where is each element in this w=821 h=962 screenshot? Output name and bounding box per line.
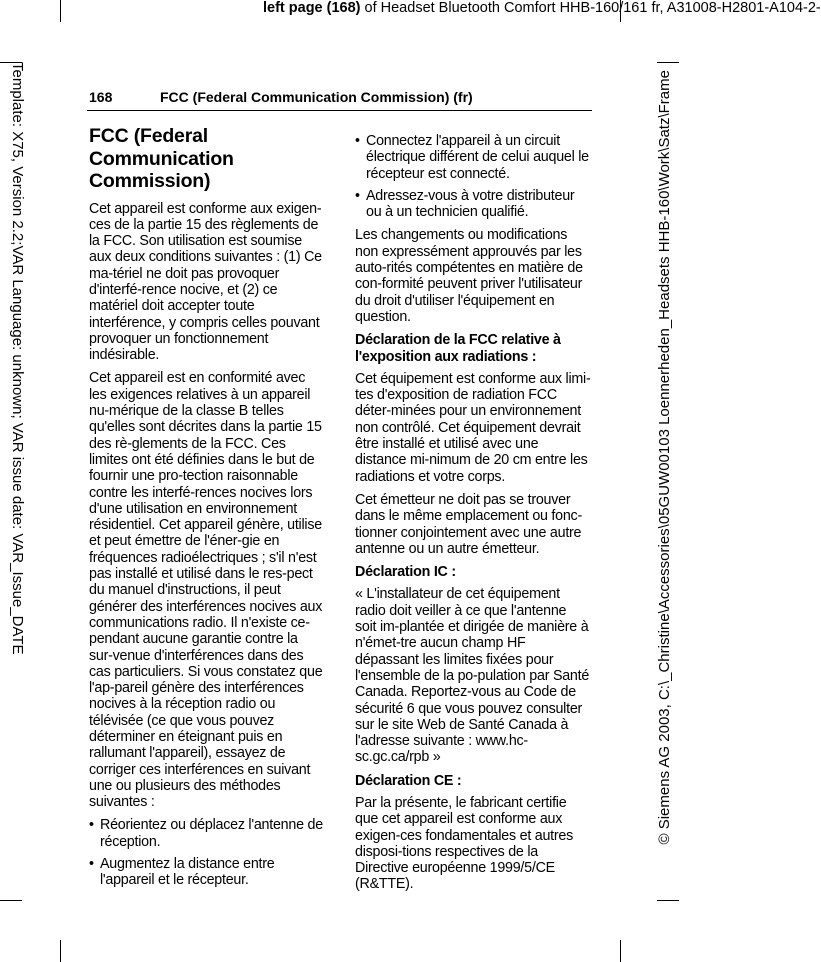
print-header-page: left page (168) — [263, 0, 361, 16]
heading-ic: Déclaration IC : — [355, 564, 456, 581]
heading-radiation: Déclaration de la FCC relative à l'exposition aux radiations : — [355, 332, 561, 365]
list-item: • Réorientez ou déplacez l'antenne de réception. — [89, 817, 323, 850]
list-item: • Adressez-vous à votre distributeur ou à un technicien qualifié. — [355, 188, 591, 221]
paragraph-class-b: Cet appareil est en conformité avec les exigences relatives à un appareil nu-mérique de la classe B telles qu'elles sont décrites dans la partie 15 des rè-glements de la FCC. Ces limites ont été définies dans le but de fournir une pro-tection raisonnable contre les interfé-rences nocives lors d'une utilisation en environnement résidentiel. Cet appareil génère, utilise et peut émettre de l'éner-gie en fréquences radioélectriques ; s'il n'est pas installé et utilisé dans le res-pect du manuel d'instructions, il peut générer des interférences nocives aux communications radio. Il n'existe ce-pendant aucune garantie contre la sur-venue d'interférences dans des cas particuliers. Si vous constatez que l'ap-pareil génère des interférences nocives à la réception radio ou télévisée (ce que vous pouvez déterminer en éteignant puis en rallumant l'appareil), essayez de corriger ces interférences en suivant une ou plusieurs des méthodes suivantes : — [89, 370, 323, 811]
paragraph-conformity: Cet appareil est conforme aux exigen-ces de la partie 15 des règlements de la FCC. Son utilisation est soumise aux deux conditions suivantes : (1) Ce ma-tériel ne doit pas provoquer d'interfé-rence nocive, et (2) ce matériel doit accepter toute interférence, y compris celles pouvant provoquer un fonctionnement indésirable. — [89, 200, 322, 364]
crop-mark — [657, 62, 679, 63]
template-info-text: Template: X75, Version 2.2;VAR Language: unknown; VAR issue date: VAR_Issue_DATE — [9, 62, 26, 655]
crop-mark — [60, 940, 61, 962]
paragraph-radiation-limits: Cet équipement est conforme aux limi-tes d'exposition de radiation FCC déter-minées pour un environnement non contrôlé. Cet équipement devrait être installé et utilisé avec une distance mi-nimum de 20 cm entre les radiations et votre corps. — [355, 370, 591, 485]
crop-mark — [0, 900, 22, 901]
copyright-text: © Siemens AG 2003, C:\_Christine\Accessories\05GUW00103 Loennerheden_Headsets HHB-160\Work\Satz\Frame — [656, 70, 673, 845]
template-info-vertical — [8, 62, 26, 702]
paragraph-ce: Par la présente, le fabricant certifie que cet appareil est conforme aux exigen-ces fondamentales et autres disposi-tions respectives de la Directive européenne 1999/5/CE (R&TTE). — [355, 794, 574, 893]
paragraph-ic: « L'installateur de cet équipement radio doit veiller à ce que l'antenne soit im-plantée et dirigée de manière à n'émet-tre aucun champ HF dépassant les limites fixées pour l'ensemble de la po-pulation par Santé Canada. Reportez-vous au Code de sécurité 6 que vous pouvez consulter sur le site Web de Santé Canada à l'adresse suivante : www.hc-sc.gc.ca/rpb » — [355, 586, 590, 766]
copyright-vertical — [656, 70, 674, 860]
right-column — [355, 133, 591, 900]
paragraph-emitter: Cet émetteur ne doit pas se trouver dans le même emplacement ou fonc-tionner conjointement avec une autre antenne ou un autre émetteur. — [355, 491, 582, 557]
list-item: • Augmentez la distance entre l'appareil et le récepteur. — [89, 856, 323, 889]
print-header-doc: of Headset Bluetooth Comfort HHB-160/161 fr, A31008-H2801-A104-2- — [360, 0, 821, 16]
list-item: • Connectez l'appareil à un circuit électrique différent de celui auquel le récepteur est connecté. — [355, 133, 591, 182]
measures-list-continued — [355, 133, 591, 220]
crop-mark — [620, 940, 621, 962]
paragraph-changes: Les changements ou modifications non expressément approuvés par les auto-rités compétentes en matière de con-formité peuvent priver l'utilisateur du droit d'utiliser l'équipement en question. — [355, 227, 583, 325]
measures-list — [89, 817, 323, 888]
running-title: FCC (Federal Communication Commission) (fr) — [160, 89, 473, 105]
section-heading: FCC (Federal Communication Commission) — [89, 125, 234, 192]
crop-mark — [657, 900, 679, 901]
heading-ce: Déclaration CE : — [355, 772, 462, 789]
page-number: 168 — [89, 89, 113, 105]
header-rule — [87, 110, 592, 111]
crop-mark — [60, 0, 61, 22]
print-header — [263, 0, 821, 17]
left-column — [89, 125, 323, 896]
